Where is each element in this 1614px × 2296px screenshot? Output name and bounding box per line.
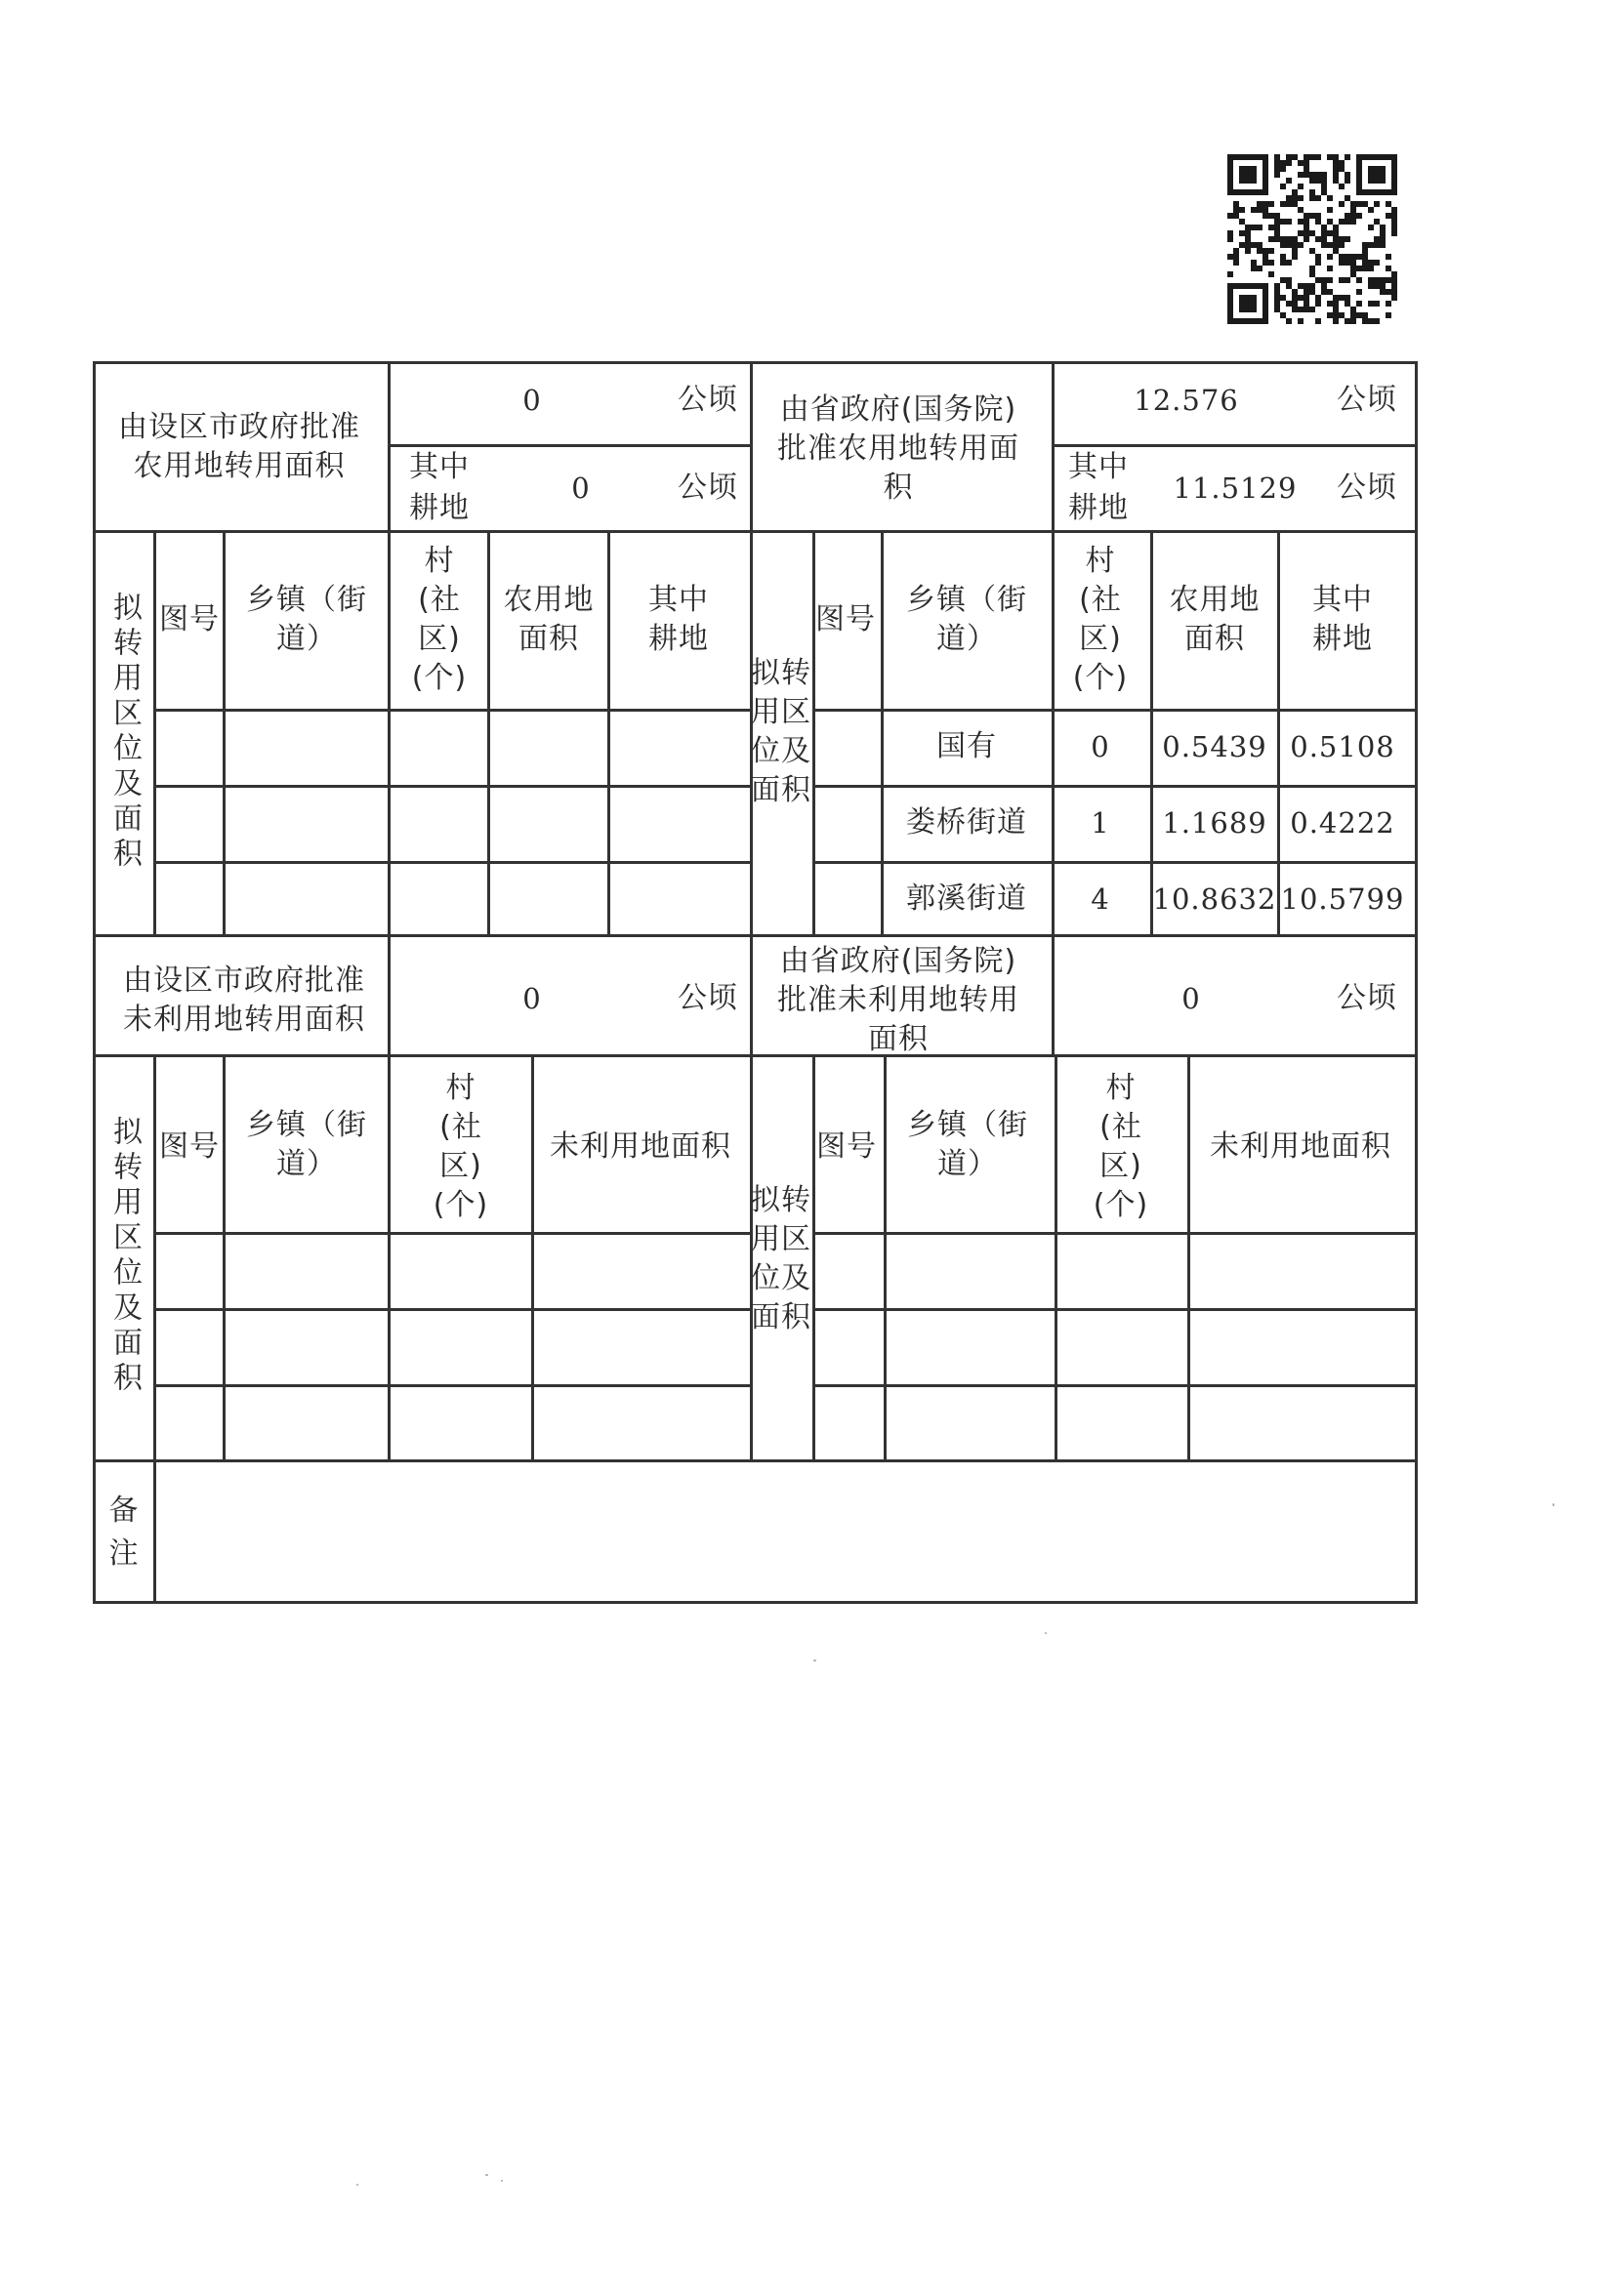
qr-code: [1227, 154, 1397, 324]
city-unused-total: 0: [522, 982, 542, 1015]
right-ag-row-2-town: 娄桥街道: [906, 805, 1027, 840]
right-ag-side-label: 拟转用区位及面积: [751, 656, 811, 807]
province-ag-label: 由省政府(国务院)批准农用地转用面积: [777, 392, 1019, 505]
table-rule: [812, 861, 1418, 864]
table-rule: [812, 1232, 1418, 1235]
table-rule: [153, 1384, 750, 1387]
right-ag-header-map-no: 图号: [815, 602, 876, 636]
right-unused-header-map-no: 图号: [816, 1129, 877, 1164]
table-rule: [93, 1459, 1418, 1462]
right-ag-row-1-cultivated: 0.5108: [1290, 730, 1395, 763]
table-rule: [812, 785, 1418, 788]
scan-speck: [501, 2180, 503, 2182]
city-cultivated-value: 0: [571, 472, 591, 505]
remarks-content: [156, 1464, 1416, 1601]
table-rule: [93, 530, 1418, 533]
right-ag-row-2-village: 1: [1091, 806, 1110, 840]
left-ag-header-map-no: 图号: [159, 602, 220, 636]
city-ag-total: 0: [522, 384, 542, 417]
table-rule: [153, 1232, 750, 1235]
left-ag-header-town: 乡镇（街道）: [246, 583, 367, 656]
city-cultivated-label: 其中耕地: [409, 450, 470, 525]
left-unused-header-map-no: 图号: [159, 1129, 220, 1164]
scan-speck: [1045, 1632, 1047, 1634]
province-unused-unit: 公顷: [1337, 981, 1397, 1015]
table-rule: [1052, 934, 1055, 1054]
right-ag-row-3-area: 10.8632: [1152, 882, 1277, 916]
table-rule: [153, 709, 750, 712]
table-rule: [93, 361, 1418, 364]
right-ag-row-1-area: 0.5439: [1162, 730, 1267, 763]
right-ag-row-1-town: 国有: [936, 729, 997, 763]
table-rule: [93, 1601, 1418, 1604]
city-unused-unit: 公顷: [678, 981, 738, 1015]
city-ag-label: 由设区市政府批准农用地转用面积: [118, 410, 360, 483]
left-ag-header-cultivated: 其中耕地: [648, 583, 709, 656]
left-unused-header-area: 未利用地面积: [550, 1129, 731, 1164]
right-ag-row-3-town: 郭溪街道: [906, 882, 1027, 916]
right-ag-row-2-cultivated: 0.4222: [1290, 806, 1395, 840]
right-unused-header-area: 未利用地面积: [1210, 1129, 1391, 1164]
province-cultivated-value: 11.5129: [1173, 472, 1298, 505]
left-ag-side-label: 拟转用区位及面积: [107, 592, 142, 873]
table-rule: [153, 785, 750, 788]
city-ag-unit: 公顷: [678, 383, 738, 417]
right-unused-header-town: 乡镇（街道）: [907, 1108, 1028, 1181]
table-rule: [153, 1308, 750, 1311]
province-ag-unit: 公顷: [1337, 383, 1397, 417]
left-ag-header-village: 村(社区)(个): [411, 544, 468, 695]
table-rule: [750, 361, 753, 530]
table-rule: [93, 934, 1418, 937]
right-ag-row-3-village: 4: [1091, 882, 1110, 916]
province-cultivated-unit: 公顷: [1337, 471, 1397, 505]
left-unused-side-label: 拟转用区位及面积: [107, 1116, 142, 1397]
table-rule: [812, 1384, 1418, 1387]
table-rule: [1415, 361, 1418, 1604]
scan-speck: [356, 2184, 358, 2186]
scan-speck: [813, 1660, 816, 1661]
left-unused-header-town: 乡镇（街道）: [246, 1108, 367, 1181]
scan-speck: [485, 2174, 488, 2176]
city-cultivated-unit: 公顷: [678, 471, 738, 505]
table-rule: [812, 1308, 1418, 1311]
right-ag-header-area: 农用地面积: [1169, 583, 1261, 656]
right-unused-header-village: 村(社区)(个): [1093, 1071, 1149, 1222]
table-rule: [388, 934, 391, 1054]
province-ag-total: 12.576: [1134, 384, 1239, 417]
table-rule: [153, 861, 750, 864]
scan-speck: [1552, 1503, 1554, 1506]
province-cultivated-label: 其中耕地: [1068, 450, 1129, 525]
right-ag-header-village: 村(社区)(个): [1072, 544, 1129, 695]
right-ag-header-town: 乡镇（街道）: [906, 583, 1027, 656]
province-unused-total: 0: [1181, 982, 1201, 1015]
remarks-label: 备注: [108, 1494, 140, 1571]
city-unused-label: 由设区市政府批准未利用地转用面积: [123, 964, 365, 1037]
province-unused-label: 由省政府(国务院)批准未利用地转用面积: [777, 944, 1019, 1056]
left-unused-header-village: 村(社区)(个): [433, 1071, 489, 1222]
table-rule: [812, 709, 1418, 712]
right-ag-header-cultivated: 其中耕地: [1312, 583, 1373, 656]
right-ag-row-1-village: 0: [1091, 730, 1110, 763]
table-rule: [750, 934, 753, 1054]
right-ag-row-3-cultivated: 10.5799: [1280, 882, 1405, 916]
left-ag-header-area: 农用地面积: [503, 583, 595, 656]
right-unused-side-label: 拟转用区位及面积: [751, 1183, 811, 1334]
right-ag-row-2-area: 1.1689: [1162, 806, 1267, 840]
